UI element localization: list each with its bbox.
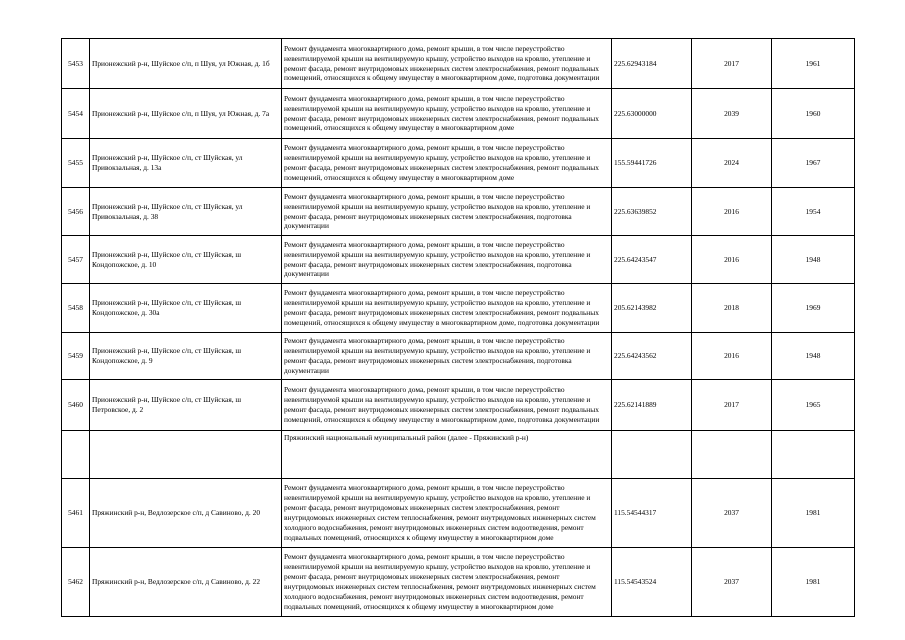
row-year-plan: 2016 [692, 236, 772, 284]
row-year-plan: 2039 [692, 89, 772, 139]
row-year-built: 1948 [772, 236, 855, 284]
row-address: Пряжинский р-н, Ведлозерское с/п, д Савиново, д. 22 [90, 548, 282, 617]
row-address: Прионежский р-н, Шуйское с/п, п Шуя, ул Южная, д. 7а [90, 89, 282, 139]
row-cost: 225.63639852 [612, 188, 692, 236]
row-cost: 225.63000000 [612, 89, 692, 139]
row-address: Прионежский р-н, Шуйское с/п, ст Шуйская, ул Привокзальная, д. 38 [90, 188, 282, 236]
row-number: 5460 [62, 380, 90, 431]
row-year-built: 1981 [772, 548, 855, 617]
table-row [62, 188, 855, 236]
row-address: Прионежский р-н, Шуйское с/п, ст Шуйская, ш Кондопожское, д. 10 [90, 236, 282, 284]
table-row [62, 236, 855, 284]
row-year-built: 1969 [772, 284, 855, 333]
row-year-built: 1948 [772, 333, 855, 380]
table-row [62, 333, 855, 380]
table-row [62, 380, 855, 431]
row-address: Пряжинский р-н, Ведлозерское с/п, д Савиново, д. 20 [90, 479, 282, 548]
section-row [62, 431, 855, 479]
row-address: Прионежский р-н, Шуйское с/п, п Шуя, ул Южная, д. 1б [90, 39, 282, 89]
table-row [62, 89, 855, 139]
row-cost: 225.62141889 [612, 380, 692, 431]
row-year-plan: 2016 [692, 188, 772, 236]
row-year-plan: 2017 [692, 380, 772, 431]
table-row [62, 139, 855, 188]
table-row [62, 284, 855, 333]
row-works: Ремонт фундамента многоквартирного дома, ремонт крыши, в том числе переустройство невентилируемой крыши на вентилируемую крышу, устройство выходов на кровлю, утепление и ремонт фасада, ремонт внутридомовых инженерных систем электроснабжения, ремонт подвальных помещений, относящихся к общему имуществу в многоквартирном доме, подготовка документации [282, 380, 612, 431]
row-address: Прионежский р-н, Шуйское с/п, ст Шуйская, ул Привокзальная, д. 13а [90, 139, 282, 188]
row-cost: 225.64243547 [612, 236, 692, 284]
row-works: Ремонт фундамента многоквартирного дома, ремонт крыши, в том числе переустройство невентилируемой крыши на вентилируемую крышу, устройство выходов на кровлю, утепление и ремонт фасада, ремонт внутридомовых инженерных систем электроснабжения, подготовка документации [282, 188, 612, 236]
section-title: Пряжинский национальный муниципальный район (далее - Пряжинский р-н) [282, 431, 612, 479]
row-year-plan: 2024 [692, 139, 772, 188]
row-works: Ремонт фундамента многоквартирного дома, ремонт крыши, в том числе переустройство невентилируемой крыши на вентилируемую крышу, устройство выходов на кровлю, утепление и ремонт фасада, ремонт внутридомовых инженерных систем электроснабжения, ремонт подвальных помещений, относящихся к общему имуществу в многоквартирном доме, подготовка документации [282, 284, 612, 333]
row-number: 5458 [62, 284, 90, 333]
row-works: Ремонт фундамента многоквартирного дома, ремонт крыши, в том числе переустройство невентилируемой крыши на вентилируемую крышу, устройство выходов на кровлю, утепление и ремонт фасада, ремонт внутридомовых инженерных систем электроснабжения, подготовка документации [282, 333, 612, 380]
row-works: Ремонт фундамента многоквартирного дома, ремонт крыши, в том числе переустройство невентилируемой крыши на вентилируемую крышу, устройство выходов на кровлю, утепление и ремонт фасада, ремонт внутридомовых инженерных систем электроснабжения, подготовка документации [282, 236, 612, 284]
row-year-built: 1965 [772, 380, 855, 431]
row-cost: 205.62143982 [612, 284, 692, 333]
row-cost: 115.54543524 [612, 548, 692, 617]
row-works: Ремонт фундамента многоквартирного дома, ремонт крыши, в том числе переустройство невентилируемой крыши на вентилируемую крышу, устройство выходов на кровлю, утепление и ремонт фасада, ремонт внутридомовых инженерных систем электроснабжения, ремонт подвальных помещений, относящихся к общему имуществу в многоквартирном доме [282, 89, 612, 139]
row-year-built: 1967 [772, 139, 855, 188]
row-cost: 155.59441726 [612, 139, 692, 188]
row-number: 5462 [62, 548, 90, 617]
row-year-plan: 2037 [692, 479, 772, 548]
row-address: Прионежский р-н, Шуйское с/п, ст Шуйская, ш Кондопожское, д. 30а [90, 284, 282, 333]
row-year-plan: 2018 [692, 284, 772, 333]
row-cost: 115.54544317 [612, 479, 692, 548]
row-number: 5453 [62, 39, 90, 89]
row-number: 5457 [62, 236, 90, 284]
row-year-plan: 2037 [692, 548, 772, 617]
table-row [62, 39, 855, 89]
row-works: Ремонт фундамента многоквартирного дома, ремонт крыши, в том числе переустройство невентилируемой крыши на вентилируемую крышу, устройство выходов на кровлю, утепление и ремонт фасада, ремонт внутридомовых инженерных систем электроснабжения, ремонт внутридомовых инженерных систем теплоснабжения, ремонт внутридомовых инженерных систем холодного водоснабжения, ремонт внутридомовых инженерных систем водоотведения, ремонт подвальных помещений, относящихся к общему имуществу в многоквартирном доме [282, 548, 612, 617]
row-year-built: 1960 [772, 89, 855, 139]
row-works: Ремонт фундамента многоквартирного дома, ремонт крыши, в том числе переустройство невентилируемой крыши на вентилируемую крышу, устройство выходов на кровлю, утепление и ремонт фасада, ремонт внутридомовых инженерных систем электроснабжения, ремонт внутридомовых инженерных систем теплоснабжения, ремонт внутридомовых инженерных систем холодного водоснабжения, ремонт внутридомовых инженерных систем водоотведения, ремонт подвальных помещений, относящихся к общему имуществу в многоквартирном доме [282, 479, 612, 548]
row-year-built: 1954 [772, 188, 855, 236]
table-row [62, 479, 855, 548]
row-number: 5459 [62, 333, 90, 380]
row-address: Прионежский р-н, Шуйское с/п, ст Шуйская, ш Петровское, д. 2 [90, 380, 282, 431]
row-number: 5461 [62, 479, 90, 548]
row-year-plan: 2017 [692, 39, 772, 89]
row-works: Ремонт фундамента многоквартирного дома, ремонт крыши, в том числе переустройство невентилируемой крыши на вентилируемую крышу, устройство выходов на кровлю, утепление и ремонт фасада, ремонт внутридомовых инженерных систем электроснабжения, ремонт подвальных помещений, относящихся к общему имуществу в многоквартирном доме [282, 139, 612, 188]
row-cost: 225.64243562 [612, 333, 692, 380]
row-year-built: 1981 [772, 479, 855, 548]
row-works: Ремонт фундамента многоквартирного дома, ремонт крыши, в том числе переустройство невентилируемой крыши на вентилируемую крышу, устройство выходов на кровлю, утепление и ремонт фасада, ремонт внутридомовых инженерных систем электроснабжения, ремонт подвальных помещений, относящихся к общему имуществу в многоквартирном доме, подготовка документации [282, 39, 612, 89]
table-row [62, 548, 855, 617]
row-year-plan: 2016 [692, 333, 772, 380]
row-address: Прионежский р-н, Шуйское с/п, ст Шуйская, ш Кондопожское, д. 9 [90, 333, 282, 380]
row-number: 5455 [62, 139, 90, 188]
row-cost: 225.62943184 [612, 39, 692, 89]
row-year-built: 1961 [772, 39, 855, 89]
row-number: 5456 [62, 188, 90, 236]
row-number: 5454 [62, 89, 90, 139]
capital-repair-table [61, 38, 855, 617]
